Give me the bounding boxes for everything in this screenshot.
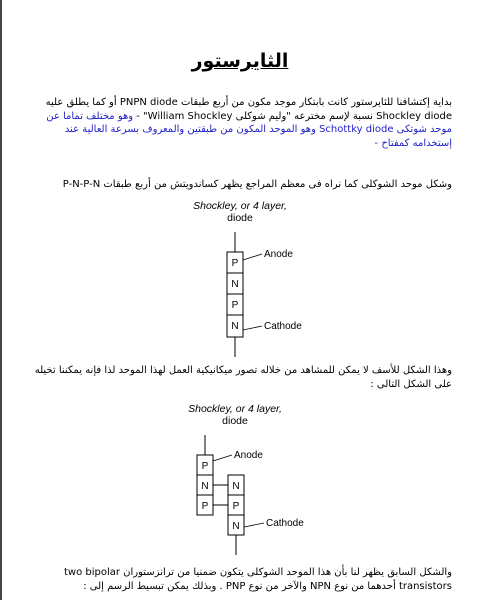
figure1-layer-label: N [231, 279, 239, 290]
figure1-caption [160, 200, 320, 224]
mechanism-paragraph: وهذا الشكل للأسف لا يمكن للمشاهد من خلاله تصور ميكانيكية العمل لهذا الموحد لذا فإنه يمكننا تخيله على الشكل التالى : [34, 365, 452, 390]
figure1-layer-label: N [231, 321, 239, 332]
figure2-layer-label: N [232, 481, 240, 492]
figure2-caption [155, 403, 315, 427]
transistor-paragraph: والشكل السابق يظهر لنا بأن هذا الموحد الشوكلى يتكون ضمنيا من ترانزستوران two bipolar transistors أحدهما من نوع NPN والآخر من نوع PNP . وبذلك يمكن تبسيط الرسم إلى : [63, 567, 452, 592]
figure1-layer-label: P [231, 258, 239, 269]
figure2-layer-label: P [201, 501, 209, 512]
figure2-layer-label: N [201, 481, 209, 492]
intro-note-blue: وهو مختلف تماما عن موحد شوتكى Schottky diode وهو الموحد المكون من طبقتين والمعروف بسرعة العالية عند إستخدامه كمفتاح - [46, 110, 452, 149]
figure2-diagram [180, 435, 330, 555]
figure1-anode-pointer [243, 254, 262, 260]
figure2-anode-label: Anode [234, 450, 263, 461]
figure2-caption-line2: diode [222, 415, 248, 427]
figure1-cathode-pointer [243, 326, 262, 330]
figure1-cathode-label: Cathode [264, 321, 302, 332]
figure1-anode-label: Anode [264, 249, 293, 260]
figure1-caption-line2: diode [227, 212, 253, 224]
figure2-layer-label: P [201, 461, 209, 472]
page-title: الثايرستور [191, 50, 289, 72]
figure1-caption-line1: Shockley, or 4 layer, [193, 200, 287, 212]
figure2-cathode-pointer [244, 523, 264, 527]
figure1-diagram [190, 232, 330, 357]
figure2-layer-label: P [232, 501, 240, 512]
figure2-caption-line1: Shockley, or 4 layer, [188, 403, 282, 415]
intro-text: بداية إكتشافنا للثايرستور كانت بابتكار موجد مكون من أربع طبقات PNPN diode أو كما يطلق عليه Shockley diode نسبة لإسم مخترعه "وليم شوكلى William Shockley" - [45, 97, 452, 122]
figure2-cathode-label: Cathode [266, 518, 304, 529]
figure1-layer-label: P [231, 300, 239, 311]
sandwich-paragraph: وشكل موحد الشوكلى كما نراه فى معظم المراجع يظهر كساندويتش من أربع طبقات P-N-P-N [62, 179, 452, 190]
figure2-layer-label: N [232, 521, 240, 532]
figure2-anode-pointer [213, 455, 232, 461]
page-edge [0, 0, 2, 600]
intro-paragraph [28, 96, 452, 150]
